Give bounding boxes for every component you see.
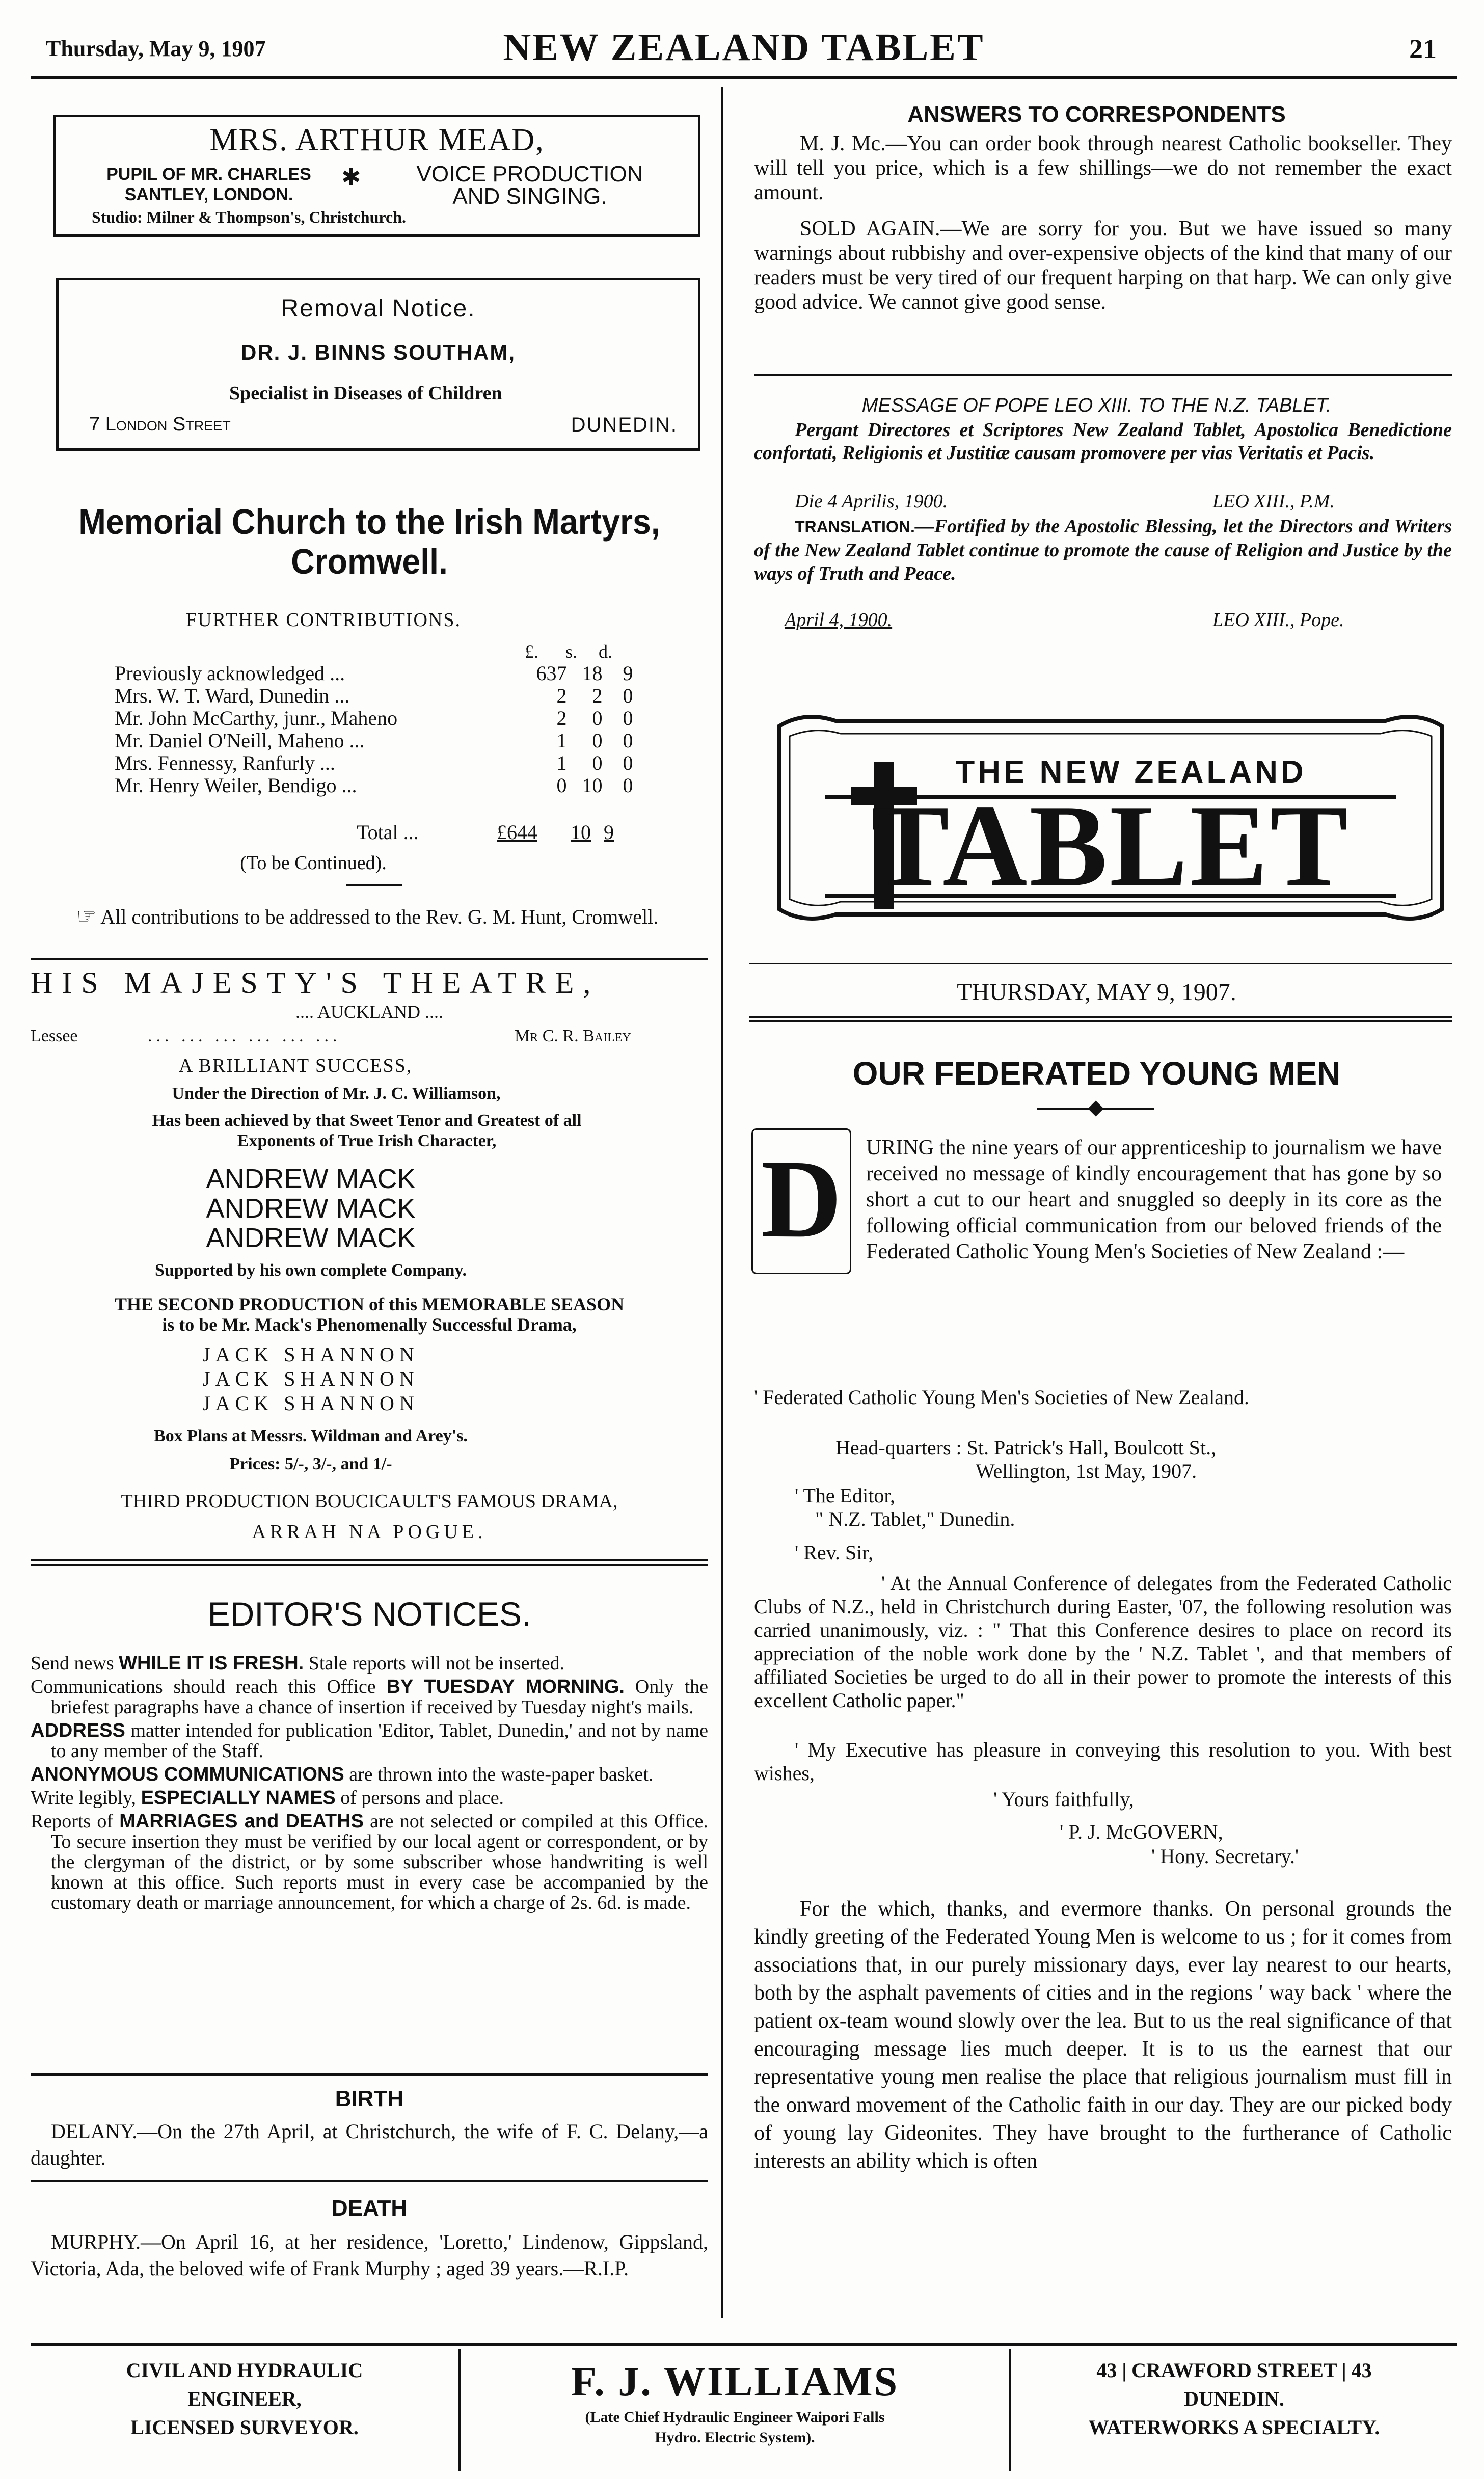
notice-item — [31, 1720, 708, 1761]
contributions-table — [115, 662, 634, 797]
notice-item — [31, 1811, 708, 1913]
amount-pence: 0 — [623, 684, 633, 707]
theatre-achieved — [31, 1111, 703, 1151]
drama-3: JACK SHANNON — [202, 1392, 419, 1415]
notice-rest: are thrown into the waste-paper basket. — [349, 1764, 654, 1785]
amount-pounds: 1 — [556, 751, 567, 774]
contrib-total-pounds: £644 — [497, 821, 537, 844]
theatre-title: HIS MAJESTY'S THEATRE, — [31, 966, 600, 1000]
prices: Prices: 5/-, 3/-, and 1/- — [229, 1454, 392, 1473]
theatre-city: .... AUCKLAND .... — [295, 1002, 443, 1022]
amount-pence: 0 — [623, 729, 633, 752]
contrib-col-pence: d. — [599, 641, 612, 662]
pope-latin-date: Die 4 Aprilis, 1900. — [795, 491, 948, 512]
contributor-name: Mr. Henry Weiler, Bendigo ... — [115, 774, 357, 797]
memorial-title-line2: Cromwell. — [291, 542, 448, 581]
pope-translation — [754, 515, 1452, 585]
footer-left-line3: LICENSED SURVEYOR. — [130, 2416, 359, 2439]
removal-specialty: Specialist in Diseases of Children — [229, 383, 502, 404]
footer-center — [461, 2356, 1009, 2473]
pope-latin-sign: LEO XIII., P.M. — [1212, 491, 1335, 512]
answers-heading: ANSWERS TO CORRESPONDENTS — [907, 102, 1286, 127]
issue-date-header: Thursday, May 9, 1907 — [46, 36, 266, 61]
notice-lead: Reports of — [31, 1811, 114, 1832]
to-line2: " N.Z. Tablet," Dunedin. — [815, 1507, 1015, 1530]
contrib-total-label: Total ... — [357, 821, 419, 844]
section-rule-2b — [31, 1564, 708, 1566]
issue-date: THURSDAY, MAY 9, 1907. — [957, 979, 1236, 1006]
right-rule-3 — [749, 1016, 1452, 1018]
contribution-row — [115, 685, 634, 707]
salutation: ' Rev. Sir, — [795, 1541, 874, 1564]
death-heading: DEATH — [331, 2196, 408, 2221]
removal-address: 7 London Street — [89, 414, 231, 435]
hq-line2: Wellington, 1st May, 1907. — [976, 1460, 1197, 1483]
mead-pupil-line1: PUPIL OF MR. CHARLES — [106, 165, 311, 184]
notice-emphasis: MARRIAGES and DEATHS — [119, 1811, 364, 1832]
removal-notice — [56, 278, 700, 451]
notice-item — [31, 1788, 708, 1808]
death-text: MURPHY.—On April 16, at her residence, 'Loretto,' Lindenow, Gippsland, Victoria, Ada, the beloved wife of Frank Murphy ; aged 39 years.—R.I.P. — [31, 2230, 708, 2280]
amount-pounds: 0 — [556, 774, 567, 797]
notice-lead: Communications should reach this Office — [31, 1676, 376, 1697]
contribution-amount — [521, 730, 634, 752]
page-number: 21 — [1409, 34, 1437, 64]
amount-pence: 0 — [623, 707, 633, 730]
letter-signer-title: ' Hony. Secretary.' — [1151, 1845, 1299, 1868]
right-rule-3b — [749, 1020, 1452, 1022]
amount-pounds: 1 — [556, 729, 567, 752]
letter-closing: ' Yours faithfully, — [993, 1788, 1134, 1811]
box-plans: Box Plans at Messrs. Wildman and Arey's. — [154, 1426, 468, 1445]
footer-center-sub1: (Late Chief Hydraulic Engineer Waipori Falls — [585, 2409, 885, 2426]
pope-latin: Pergant Directores et Scriptores New Zealand Tablet, Apostolica Benedictione confortati, Religionis et Justitiæ causam promovere per vias Veritatis et Pacis. — [754, 419, 1452, 464]
masthead-rule — [31, 76, 1457, 79]
pope-heading: MESSAGE OF POPE LEO XIII. TO THE N.Z. TABLET. — [861, 395, 1332, 416]
newspaper-title: NEW ZEALAND TABLET — [503, 26, 985, 69]
footer-center-name: F. J. WILLIAMS — [571, 2358, 899, 2405]
footer-center-sub2: Hydro. Electric System). — [655, 2429, 815, 2446]
contribution-amount — [521, 707, 634, 730]
star-name-2: ANDREW MACK — [206, 1193, 416, 1224]
removal-doctor: DR. J. BINNS SOUTHAM, — [240, 340, 516, 364]
footer-right-line3: WATERWORKS A SPECIALTY. — [1088, 2416, 1380, 2439]
drop-cap-frame — [751, 1128, 851, 1274]
pope-trans-date: April 4, 1900. — [785, 609, 893, 631]
contributor-name: Previously acknowledged ... — [115, 662, 345, 685]
masthead — [31, 20, 1457, 76]
birth-text: DELANY.—On the 27th April, at Christchurch, the wife of F. C. Delany,—a daughter. — [31, 2120, 708, 2169]
drama-2: JACK SHANNON — [202, 1367, 419, 1390]
theatre-second — [31, 1294, 708, 1335]
contribution-amount — [521, 662, 634, 685]
notice-item — [31, 1653, 708, 1674]
logo-top-text: THE NEW ZEALAND — [955, 755, 1307, 790]
mead-subject-line2: AND SINGING. — [452, 184, 607, 209]
amount-pence: 9 — [623, 662, 633, 685]
mead-subjects — [382, 163, 678, 208]
editors-notices-heading: EDITOR'S NOTICES. — [207, 1595, 531, 1633]
theatre-supported: Supported by his own complete Company. — [154, 1261, 467, 1280]
drama-block — [31, 1342, 591, 1416]
notice-lead: Write legibly, — [31, 1787, 137, 1809]
footer-left-line2: ENGINEER, — [187, 2387, 302, 2410]
contributor-name: Mrs. W. T. Ward, Dunedin ... — [115, 684, 350, 707]
article-intro: URING the nine years of our apprenticeship to journalism we have received no message of kindly encouragement that has gone by so short a cut to our heart and snuggled so deeply in its core as the following official communication from our beloved friends of the Federated Catholic Young Men's Societies of New Zealand :— — [866, 1136, 1442, 1263]
mead-advertisement — [53, 115, 700, 237]
star-name-3: ANDREW MACK — [206, 1223, 416, 1253]
amount-shillings: 18 — [582, 662, 603, 685]
notice-rest: Only the briefest paragraphs have a chance of insertion if received by Tuesday night's mails. — [51, 1676, 709, 1718]
amount-shillings: 0 — [592, 707, 603, 730]
notice-rest: matter intended for publication 'Editor, Tablet, Dunedin,' and not by name to any member of the Staff. — [51, 1720, 708, 1762]
notice-emphasis: ESPECIALLY NAMES — [141, 1787, 336, 1809]
amount-pounds: 2 — [556, 707, 567, 730]
drama-1: JACK SHANNON — [202, 1343, 419, 1366]
translation-label: TRANSLATION. — [795, 518, 915, 536]
contrib-note-text: All contributions to be addressed to the Rev. G. M. Hunt, Cromwell. — [100, 905, 659, 928]
notice-emphasis: BY TUESDAY MORNING. — [386, 1676, 625, 1697]
contributor-name: Mrs. Fennessy, Ranfurly ... — [115, 751, 335, 774]
notice-item — [31, 1764, 708, 1785]
contribution-row — [115, 752, 634, 774]
footer-rule — [31, 2343, 1457, 2346]
letter-head: ' Federated Catholic Young Men's Societies of New Zealand. — [754, 1386, 1249, 1409]
star-name-block — [31, 1164, 591, 1253]
achieved-line1: Has been achieved by that Sweet Tenor and Greatest of all — [152, 1111, 582, 1130]
amount-pounds: 637 — [536, 662, 567, 685]
amount-pounds: 2 — [556, 684, 567, 707]
footer-right — [1011, 2356, 1457, 2473]
star-name-1: ANDREW MACK — [206, 1164, 416, 1194]
contribution-amount — [521, 685, 634, 707]
achieved-line2: Exponents of True Irish Character, — [237, 1131, 497, 1150]
amount-shillings: 2 — [592, 684, 603, 707]
amount-pence: 0 — [623, 751, 633, 774]
amount-pence: 0 — [623, 774, 633, 797]
notice-emphasis: WHILE IT IS FRESH. — [119, 1653, 304, 1674]
notice-emphasis: ADDRESS — [31, 1720, 125, 1741]
lessee-dots: ... ... ... ... ... ... — [148, 1027, 341, 1045]
contribution-row — [115, 730, 634, 752]
drop-cap: D — [761, 1137, 842, 1261]
contrib-col-shillings: s. — [565, 641, 578, 662]
letter-p2: ' My Executive has pleasure in conveying this resolution to you. With best wishes, — [754, 1738, 1452, 1785]
pointing-hand-icon: ☞ — [76, 904, 97, 929]
notice-emphasis: ANONYMOUS COMMUNICATIONS — [31, 1764, 344, 1785]
footer-right-line2: DUNEDIN. — [1184, 2387, 1284, 2410]
contrib-total-pence: 9 — [604, 821, 614, 844]
notice-lead: Send news — [31, 1653, 114, 1674]
contribution-row — [115, 707, 634, 730]
third-title: ARRAH NA POGUE. — [252, 1521, 487, 1543]
section-rule-2a — [31, 1559, 708, 1561]
contribution-row — [115, 774, 634, 797]
contrib-note — [31, 904, 708, 929]
diamond-ornament-icon — [1088, 1100, 1103, 1116]
contrib-col-pounds: £. — [525, 641, 538, 662]
letter-p1: ' At the Annual Conference of delegates from the Federated Catholic Clubs of N.Z., held in Christchurch during Easter, '07, the following resolution was carried unanimously, viz. : " That this Conference desires to place on record its appreciation of the noble work done by the ' N.Z. Tablet ', and that members of affiliated Societies be urged to do all in their power to promote the interests of this excellent Catholic paper." — [754, 1572, 1452, 1712]
memorial-subtitle: FURTHER CONTRIBUTIONS. — [186, 609, 461, 631]
contribution-row — [115, 662, 634, 685]
mead-subject-line1: VOICE PRODUCTION — [416, 161, 643, 186]
mead-studio: Studio: Milner & Thompson's, Christchurch. — [92, 208, 406, 226]
contrib-continued: (To be Continued). — [240, 852, 387, 874]
notice-rest: Stale reports will not be inserted. — [308, 1653, 565, 1674]
short-rule — [346, 884, 402, 886]
logo-main-text: TABLET — [871, 780, 1351, 910]
mead-pupil-line2: SANTLEY, LONDON. — [124, 185, 293, 204]
notice-rest: are not selected or compiled at this Office. To secure insertion they must be verified by our local agent or correspondent, or by the clergyman of the district, or by some subscriber whose handwriting is well known at this office. Such reports must in every case be accompanied by the customary death or marriage announcement, for which a charge of 2s. 6d. is made. — [51, 1811, 708, 1914]
article-final: For the which, thanks, and evermore thanks. On personal grounds the kindly greeting of the Federated Young Men is welcome to us ; for it comes from associations that, in our purely missionary days, ever lay nearest to our hearts, both by the asphalt pavements of cities and in the regions ' way back ' where the patient ox-team wound slowly over the lea. But to us the real significance of that encouraging message lies much deeper. It is to us the earnest that our representative young men realise the place that religious journalism must fill in the onward movement of the Catholic faith in our day. They are our picked body of young lay Gideonites. They have brought to the furtherance of Catholic interests an ability which is often — [754, 1897, 1452, 2173]
memorial-title-line1: Memorial Church to the Irish Martyrs, — [78, 502, 660, 542]
pope-trans-sign: LEO XIII., Pope. — [1212, 609, 1344, 631]
second-line2: is to be Mr. Mack's Phenomenally Successful Drama, — [162, 1314, 577, 1335]
section-rule-3 — [31, 2073, 708, 2076]
answers-p2: SOLD AGAIN.—We are sorry for you. But we have issued so many warnings about rubbishy and over-expensive objects of the kind that many of our readers must be very tired of our frequent harping on that harp. We can only give good advice. We cannot give good sense. — [754, 217, 1452, 314]
notice-item — [31, 1677, 708, 1717]
second-line1: THE SECOND PRODUCTION of this MEMORABLE SEASON — [114, 1294, 625, 1314]
editors-notices-list — [31, 1653, 708, 1916]
right-rule-1 — [754, 374, 1452, 376]
notice-rest: of persons and place. — [340, 1787, 504, 1809]
contribution-amount — [521, 774, 634, 797]
removal-city: DUNEDIN. — [571, 414, 678, 436]
mead-name: MRS. ARTHUR MEAD, — [209, 123, 545, 157]
footer-right-line1: 43 | CRAWFORD STREET | 43 — [1096, 2359, 1372, 2382]
lessee-label: Lessee — [31, 1027, 78, 1045]
mead-pupil — [92, 164, 326, 205]
tablet-logo — [774, 711, 1447, 925]
section-rule — [31, 958, 708, 960]
contributor-name: Mr. John McCarthy, junr., Maheno — [115, 707, 398, 730]
column-divider — [721, 87, 723, 2318]
translation-text: —Fortified by the Apostolic Blessing, let the Directors and Writers of the New Zealand Tablet continue to promote the cause of Religion and Justice by the ways of Truth and Peace. — [754, 516, 1452, 584]
hq-line1: Head-quarters : St. Patrick's Hall, Boulcott St., — [835, 1436, 1217, 1459]
footer-left-line1: CIVIL AND HYDRAULIC — [126, 2359, 363, 2382]
letter-signer: ' P. J. McGOVERN, — [1060, 1820, 1223, 1843]
lessee-name: Mr C. R. Bailey — [515, 1027, 631, 1045]
answers-p1: M. J. Mc.—You can order book through nearest Catholic bookseller. They will tell you price, which is a few shillings—we do not remember the exact amount. — [754, 132, 1452, 204]
theatre-direction: Under the Direction of Mr. J. C. Williamson, — [172, 1084, 501, 1103]
star-icon: ✱ — [341, 163, 361, 191]
contributor-name: Mr. Daniel O'Neill, Maheno ... — [115, 729, 365, 752]
removal-heading: Removal Notice. — [281, 295, 476, 322]
contrib-total-shillings: 10 — [571, 821, 591, 844]
section-rule-4 — [31, 2180, 708, 2182]
amount-shillings: 0 — [592, 751, 603, 774]
memorial-title — [58, 502, 681, 581]
birth-heading: BIRTH — [335, 2086, 404, 2111]
third-production: THIRD PRODUCTION BOUCICAULT'S FAMOUS DRAMA, — [121, 1491, 618, 1512]
footer-left — [31, 2356, 458, 2473]
amount-shillings: 10 — [582, 774, 603, 797]
to-line1: ' The Editor, — [795, 1484, 896, 1507]
article-title: OUR FEDERATED YOUNG MEN — [852, 1055, 1341, 1092]
theatre-success: A BRILLIANT SUCCESS, — [178, 1055, 413, 1076]
contribution-amount — [521, 752, 634, 774]
amount-shillings: 0 — [592, 729, 603, 752]
right-rule-2 — [749, 963, 1452, 964]
